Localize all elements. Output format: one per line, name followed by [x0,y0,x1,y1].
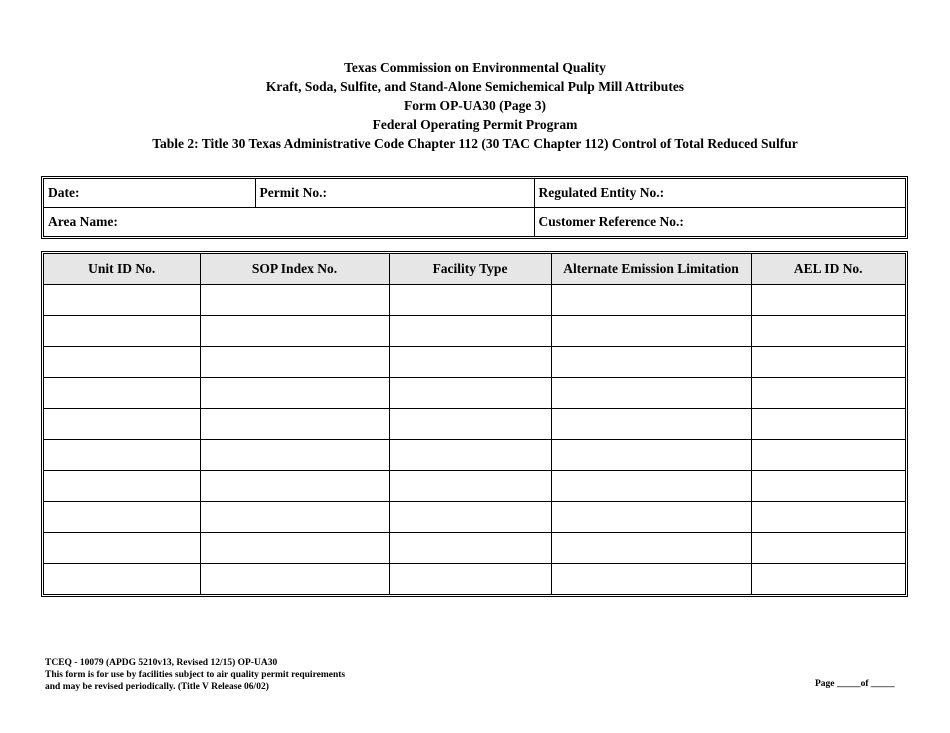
usage-note: This form is for use by facilities subject to air quality permit requirements [45,670,346,680]
sop-index-cell[interactable] [200,471,389,502]
alternate-emission-limitation-cell[interactable] [551,564,751,595]
permit-number-field[interactable]: Permit No.: [255,179,534,208]
sop-index-cell[interactable] [200,502,389,533]
column-header-unit-id: Unit ID No. [44,254,200,285]
table-row [44,378,905,409]
facility-type-cell[interactable] [389,502,551,533]
unit-id-cell[interactable] [44,409,200,440]
sop-index-cell[interactable] [200,347,389,378]
table-row [44,564,905,595]
table-row [44,347,905,378]
facility-type-cell[interactable] [389,471,551,502]
alternate-emission-limitation-cell[interactable] [551,502,751,533]
ael-id-cell[interactable] [751,316,905,347]
unit-id-cell[interactable] [44,285,200,316]
facility-type-cell[interactable] [389,316,551,347]
sop-index-cell[interactable] [200,564,389,595]
sop-index-cell[interactable] [200,533,389,564]
form-footer [45,657,345,693]
ael-id-cell[interactable] [751,440,905,471]
page-number: Page _____of _____ [815,679,895,689]
customer-reference-field[interactable]: Customer Reference No.: [534,208,905,237]
form-subject: Kraft, Soda, Sulfite, and Stand-Alone Semichemical Pulp Mill Attributes [265,79,685,94]
column-header-alternate-emission-limitation: Alternate Emission Limitation [551,254,751,285]
form-number: Form OP-UA30 (Page 3) [403,98,547,113]
date-field[interactable]: Date: [44,179,255,208]
agency-name: Texas Commission on Environmental Quality [344,60,606,75]
sop-index-cell[interactable] [200,409,389,440]
regulated-entity-field[interactable]: Regulated Entity No.: [534,179,905,208]
table-row [44,409,905,440]
ael-id-cell[interactable] [751,409,905,440]
table-body [44,285,905,595]
table-row [44,471,905,502]
alternate-emission-limitation-cell[interactable] [551,347,751,378]
column-header-ael-id: AEL ID No. [751,254,905,285]
alternate-emission-limitation-cell[interactable] [551,316,751,347]
unit-id-cell[interactable] [44,378,200,409]
sop-index-cell[interactable] [200,440,389,471]
program-name: Federal Operating Permit Program [372,117,578,132]
trs-control-table [41,251,908,597]
unit-id-cell[interactable] [44,502,200,533]
ael-id-cell[interactable] [751,502,905,533]
alternate-emission-limitation-cell[interactable] [551,440,751,471]
table-title: Table 2: Title 30 Texas Administrative Code Chapter 112 (30 TAC Chapter 112) Control of Total Reduced Sulfur [152,136,798,151]
facility-type-cell[interactable] [389,533,551,564]
column-header-facility-type: Facility Type [389,254,551,285]
alternate-emission-limitation-cell[interactable] [551,409,751,440]
sop-index-cell[interactable] [200,316,389,347]
area-name-field[interactable]: Area Name: [44,208,534,237]
ael-id-cell[interactable] [751,564,905,595]
alternate-emission-limitation-cell[interactable] [551,378,751,409]
facility-type-cell[interactable] [389,440,551,471]
ael-id-cell[interactable] [751,378,905,409]
unit-id-cell[interactable] [44,316,200,347]
unit-id-cell[interactable] [44,533,200,564]
alternate-emission-limitation-cell[interactable] [551,471,751,502]
facility-type-cell[interactable] [389,378,551,409]
sop-index-cell[interactable] [200,378,389,409]
facility-type-cell[interactable] [389,564,551,595]
facility-type-cell[interactable] [389,347,551,378]
table-row [44,316,905,347]
ael-id-cell[interactable] [751,347,905,378]
ael-id-cell[interactable] [751,533,905,564]
form-header [0,58,950,134]
usage-note-continued: and may be revised periodically. (Title V Release 06/02) [45,682,269,692]
unit-id-cell[interactable] [44,564,200,595]
facility-type-cell[interactable] [389,409,551,440]
info-block [41,176,908,239]
ael-id-cell[interactable] [751,471,905,502]
unit-id-cell[interactable] [44,440,200,471]
unit-id-cell[interactable] [44,471,200,502]
table-row [44,533,905,564]
unit-id-cell[interactable] [44,347,200,378]
alternate-emission-limitation-cell[interactable] [551,285,751,316]
ael-id-cell[interactable] [751,285,905,316]
table-row [44,285,905,316]
facility-type-cell[interactable] [389,285,551,316]
table-row [44,440,905,471]
sop-index-cell[interactable] [200,285,389,316]
column-header-sop-index: SOP Index No. [200,254,389,285]
alternate-emission-limitation-cell[interactable] [551,533,751,564]
form-revision: TCEQ - 10079 (APDG 5210v13, Revised 12/15) OP-UA30 [45,658,278,668]
table-row [44,502,905,533]
